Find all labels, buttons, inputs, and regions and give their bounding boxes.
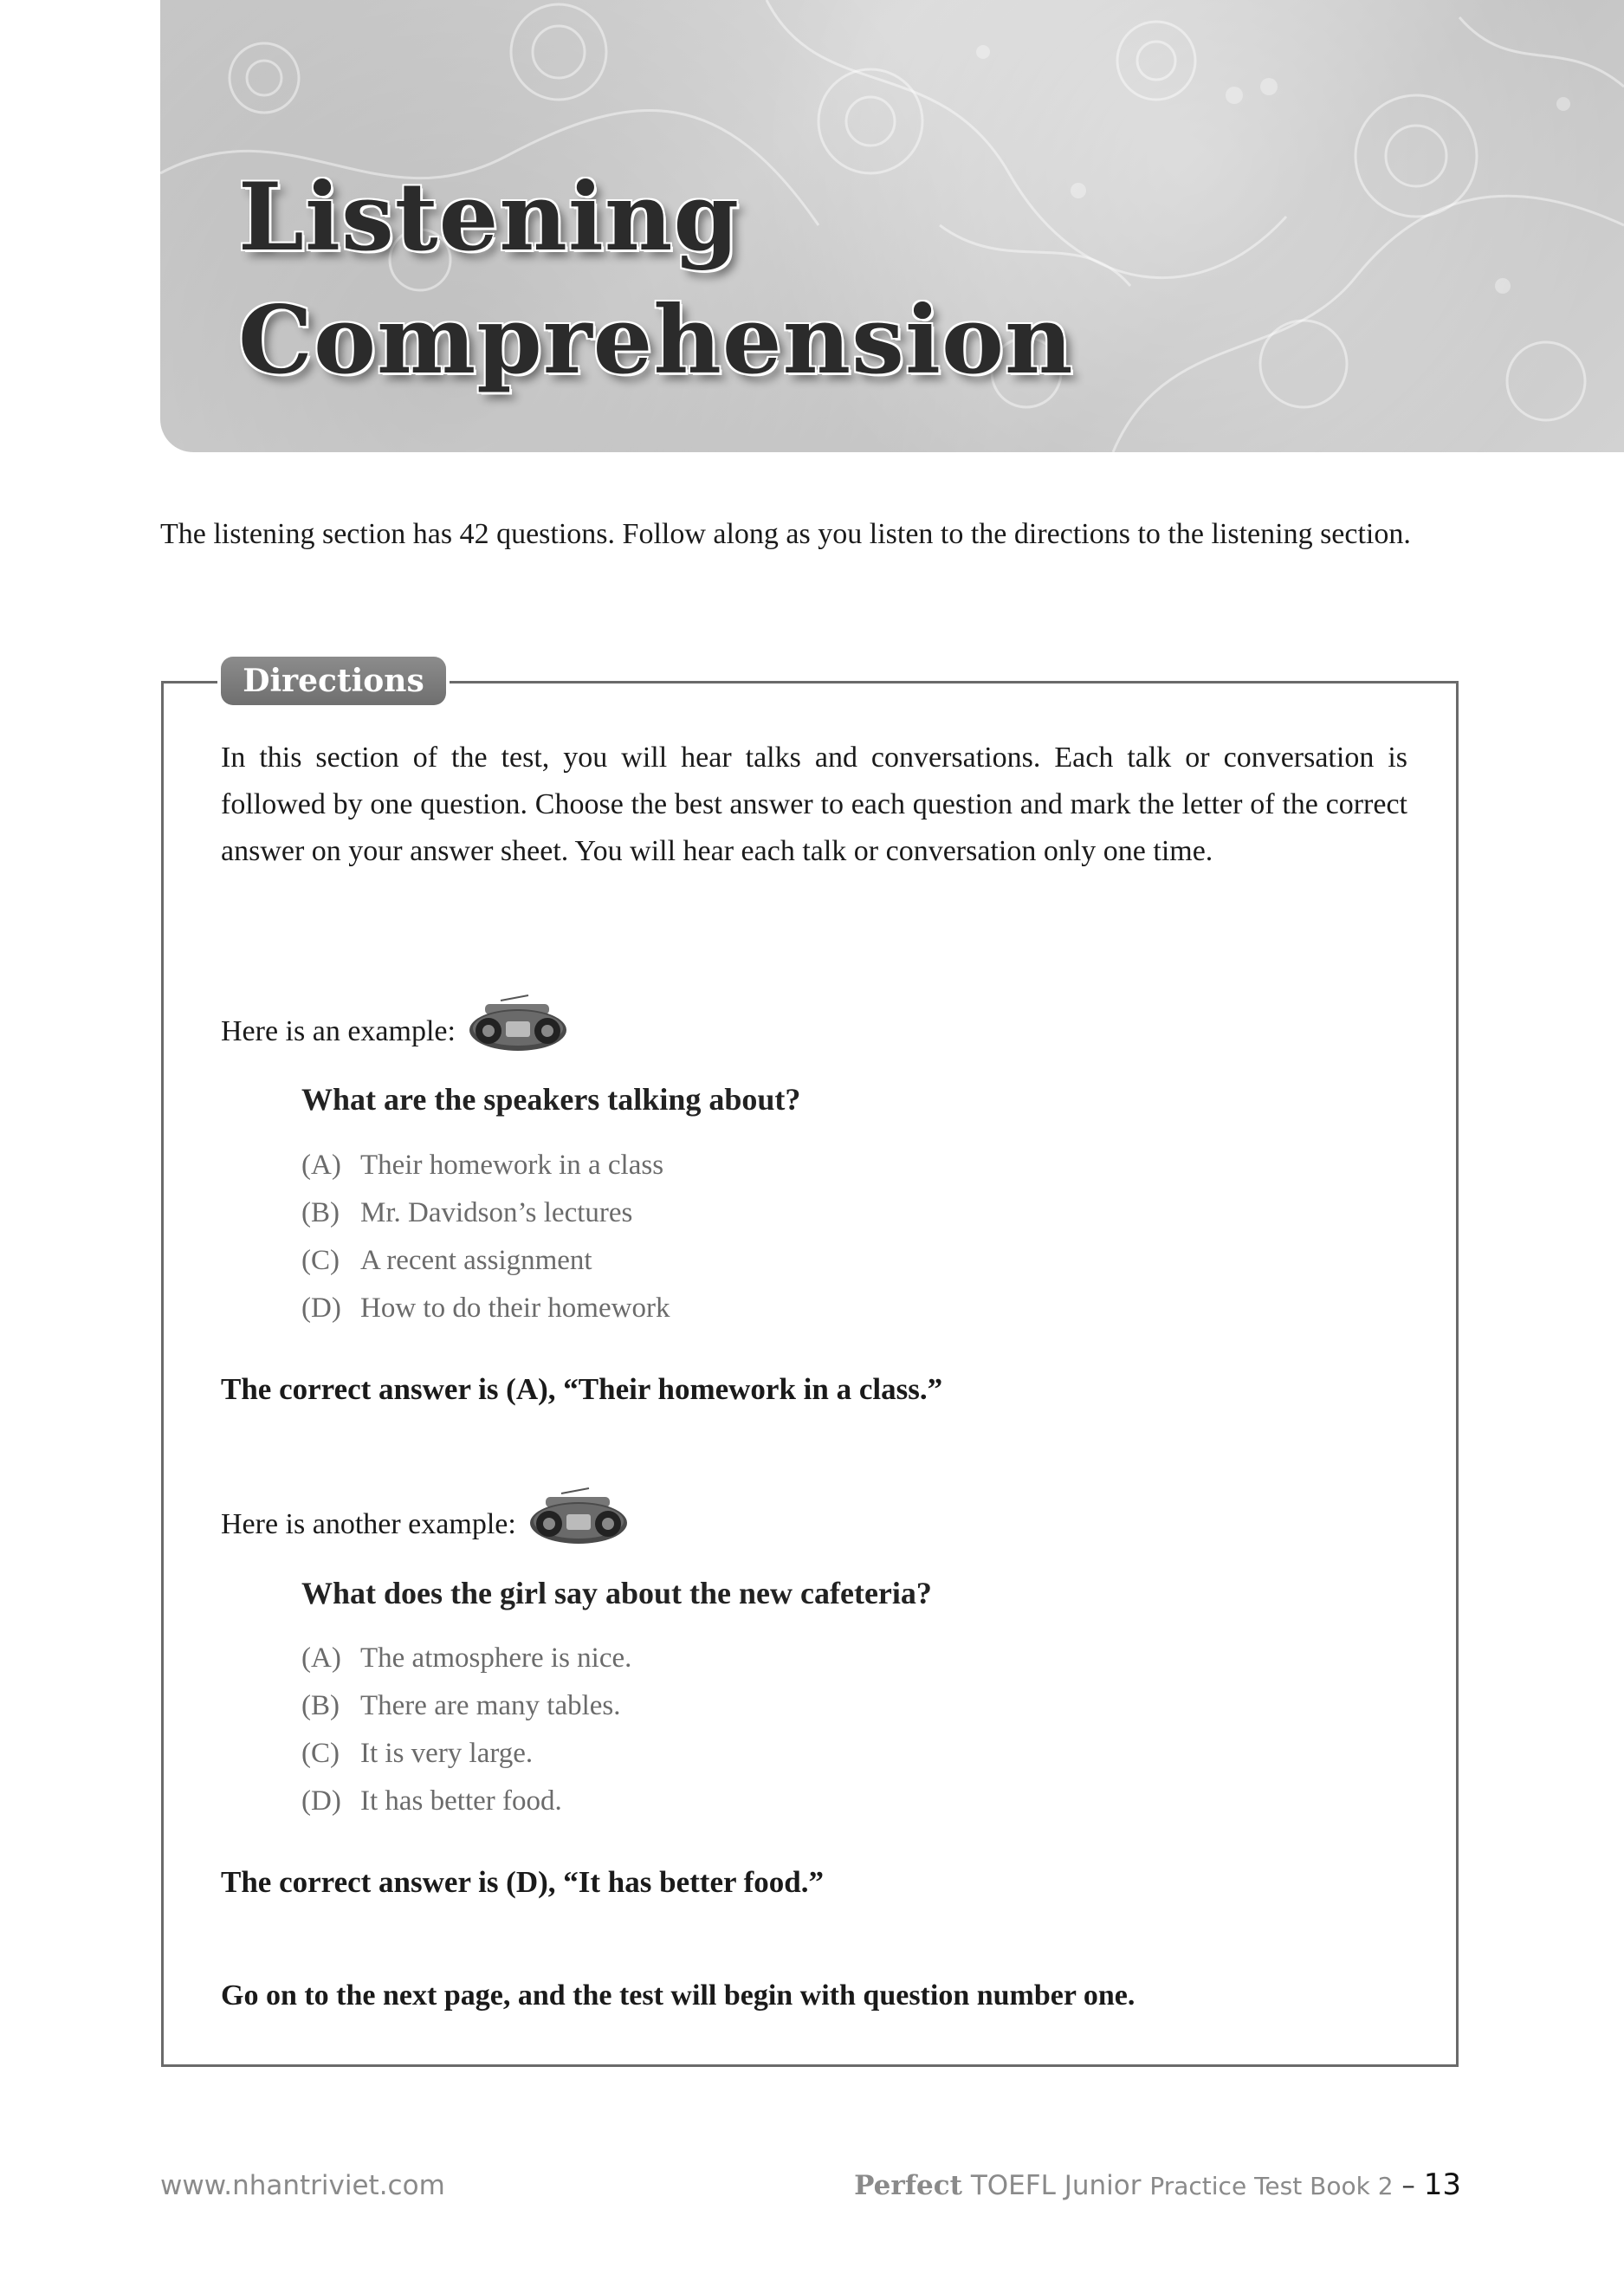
option-letter: (C) bbox=[301, 1245, 340, 1276]
option-letter: (B) bbox=[301, 1690, 340, 1721]
option-text: Mr. Davidson’s lectures bbox=[360, 1197, 633, 1228]
page-number: 13 bbox=[1423, 2167, 1461, 2202]
option-letter: (A) bbox=[301, 1150, 341, 1181]
footer-brand-perfect: Perfect bbox=[854, 2170, 962, 2201]
intro-paragraph: The listening section has 42 questions. Follow along as you listen to the directions to the listening section. bbox=[160, 518, 1411, 550]
footer-series: Practice Test Book 2 bbox=[1149, 2172, 1394, 2200]
example-2-correct-answer: The correct answer is (D), “It has better food.” bbox=[221, 1865, 825, 1899]
option-letter: (D) bbox=[301, 1785, 341, 1817]
closing-instruction: Go on to the next page, and the test will begin with question number one. bbox=[221, 1979, 1136, 2012]
example-1-lead bbox=[221, 994, 568, 1069]
option-text: A recent assignment bbox=[360, 1245, 592, 1276]
answer-option bbox=[301, 1682, 631, 1730]
answer-option bbox=[301, 1189, 670, 1237]
radio-cassette-player-icon bbox=[527, 1487, 629, 1562]
answer-option bbox=[301, 1778, 631, 1825]
radio-cassette-player-icon bbox=[466, 994, 568, 1069]
example-lead-text: Here is an example: bbox=[221, 1014, 456, 1047]
section-title-line2: Comprehension bbox=[238, 286, 1074, 395]
option-letter: (B) bbox=[301, 1197, 340, 1228]
section-title bbox=[238, 156, 1074, 402]
footer-website: www.nhantriviet.com bbox=[160, 2170, 445, 2201]
example-2-question: What does the girl say about the new cafeteria? bbox=[301, 1576, 932, 1610]
answer-option bbox=[301, 1730, 631, 1778]
header-banner bbox=[160, 0, 1624, 452]
option-letter: (C) bbox=[301, 1738, 340, 1769]
footer-brand-name: TOEFL Junior bbox=[970, 2170, 1142, 2201]
example-lead-text: Here is another example: bbox=[221, 1507, 516, 1540]
option-text: There are many tables. bbox=[360, 1690, 621, 1721]
section-title-line1: Listening bbox=[238, 163, 740, 272]
answer-option bbox=[301, 1142, 670, 1189]
option-text: It is very large. bbox=[360, 1738, 534, 1769]
option-text: It has better food. bbox=[360, 1785, 562, 1817]
example-1-correct-answer: The correct answer is (A), “Their homework in a class.” bbox=[221, 1372, 943, 1406]
option-text: The atmosphere is nice. bbox=[360, 1642, 632, 1674]
example-2-lead bbox=[221, 1487, 629, 1562]
option-letter: (D) bbox=[301, 1292, 341, 1324]
example-1-question: What are the speakers talking about? bbox=[301, 1082, 801, 1117]
footer-book-info bbox=[854, 2167, 1461, 2202]
footer-dash: – bbox=[1401, 2170, 1415, 2201]
directions-text: In this section of the test, you will hear talks and conversations. Each talk or conversation is followed by one question. Choose the best answer to each question and mark the letter of the correct answer on your answer sheet. You will hear each talk or conversation only one time. bbox=[221, 742, 1407, 867]
answer-option bbox=[301, 1237, 670, 1285]
example-1-options bbox=[301, 1142, 670, 1332]
answer-option bbox=[301, 1285, 670, 1332]
answer-option bbox=[301, 1635, 631, 1682]
option-text: How to do their homework bbox=[360, 1292, 670, 1324]
option-letter: (A) bbox=[301, 1642, 341, 1674]
option-text: Their homework in a class bbox=[360, 1150, 664, 1181]
directions-tab-label: Directions bbox=[221, 657, 446, 705]
example-2-options bbox=[301, 1635, 631, 1825]
